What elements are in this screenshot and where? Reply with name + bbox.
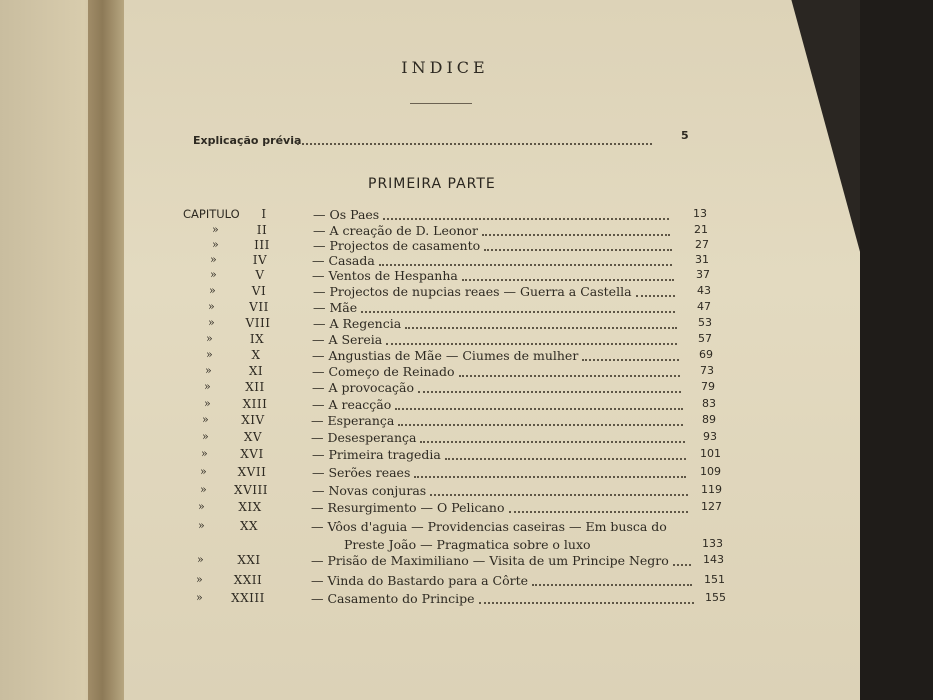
chapter-title: — A provocação — [312, 380, 414, 395]
chapter-number: X — [251, 348, 261, 362]
toc-entry — [182, 300, 782, 316]
page-number: 21 — [694, 223, 708, 236]
part-heading: PRIMEIRA PARTE — [368, 176, 496, 192]
leader-dots — [673, 553, 691, 566]
toc-entry — [183, 238, 783, 254]
chapter-title: — Primeira tragedia — [312, 447, 441, 462]
chapter-title-continuation: Preste João — Pragmatica sobre o luxo — [344, 537, 591, 552]
chapter-number: XIX — [238, 500, 262, 514]
ditto-mark: » — [202, 413, 209, 426]
chapter-title: — Mãe — [313, 300, 358, 315]
toc-entry — [180, 483, 780, 499]
page-number: 69 — [699, 348, 713, 361]
toc-entry — [179, 500, 779, 516]
ditto-mark: » — [198, 500, 205, 513]
leader-dots — [462, 268, 674, 281]
leader-dots — [484, 238, 672, 251]
chapter-number: XX — [239, 519, 259, 533]
ditto-mark: » — [201, 447, 208, 460]
ditto-mark: » — [196, 591, 203, 604]
ditto-mark: » — [196, 573, 203, 586]
leader-dots — [459, 364, 680, 377]
ditto-mark: » — [210, 268, 217, 281]
chapter-title: — Projectos de nupcias reaes — Guerra a Castella — [313, 284, 632, 299]
chapter-number: II — [256, 223, 268, 237]
chapter-title: — Resurgimento — O Pelicano — [311, 500, 505, 515]
toc-entry — [179, 573, 779, 589]
preface-label: Explicação prévia — [193, 134, 302, 147]
toc-entry — [183, 223, 783, 239]
page-number: 133 — [702, 537, 723, 550]
chapter-title: — Serões reaes — [312, 465, 411, 480]
chapter-title: — A Regencia — [313, 316, 402, 331]
toc-entry — [181, 364, 781, 380]
leader-dots — [405, 316, 677, 329]
page-number: 89 — [702, 413, 716, 426]
leader-dots — [420, 430, 685, 443]
chapter-number: III — [254, 238, 270, 252]
chapter-number: XV — [243, 430, 263, 444]
page-number: 31 — [695, 253, 709, 266]
ditto-mark: » — [212, 238, 219, 251]
preface-leader-dots — [297, 131, 652, 145]
ditto-mark: » — [200, 483, 207, 496]
toc-entry — [181, 332, 781, 348]
toc-entry — [182, 284, 782, 300]
ditto-mark: » — [205, 364, 212, 377]
leader-dots — [418, 380, 681, 393]
page-number: 57 — [698, 332, 712, 345]
chapter-title: — Ventos de Hespanha — [312, 268, 458, 283]
chapter-title: — A Sereia — [312, 332, 383, 347]
chapter-number: I — [261, 207, 267, 221]
chapter-title: — A reacção — [312, 397, 392, 412]
chapter-title: — Prisão de Maximiliano — Visita de um Principe Negro — [311, 553, 669, 568]
chapter-title: — A creação de D. Leonor — [313, 223, 478, 238]
chapter-number: XXI — [237, 553, 261, 567]
leader-dots — [479, 591, 694, 604]
leader-dots — [398, 413, 683, 426]
page-number: 143 — [703, 553, 724, 566]
page-number: 73 — [700, 364, 714, 377]
page-number: 119 — [701, 483, 722, 496]
toc-entry — [182, 268, 782, 284]
ditto-mark: » — [206, 332, 213, 345]
chapter-number: V — [255, 268, 265, 282]
chapter-title: — Casada — [312, 253, 375, 268]
chapter-number: XXII — [233, 573, 263, 587]
chapter-label: CAPITULO — [183, 207, 240, 221]
page-number: 27 — [695, 238, 709, 251]
page-number: 101 — [700, 447, 721, 460]
chapter-title: — Desesperança — [311, 430, 417, 445]
ditto-mark: » — [208, 316, 215, 329]
chapter-number: XIV — [241, 413, 265, 427]
toc-entry — [182, 316, 782, 332]
toc-entry — [180, 447, 780, 463]
toc-entry — [180, 413, 780, 429]
background-shadow — [860, 0, 933, 700]
chapter-number: XXIII — [231, 591, 265, 605]
page-number: 93 — [703, 430, 717, 443]
page-number: 109 — [700, 465, 721, 478]
chapter-number: XIII — [242, 397, 268, 411]
leader-dots — [445, 447, 686, 460]
ditto-mark: » — [197, 553, 204, 566]
chapter-number: VII — [249, 300, 269, 314]
toc-entry — [181, 380, 781, 396]
leader-dots — [395, 397, 683, 410]
chapter-number: XII — [245, 380, 265, 394]
leader-dots — [509, 500, 688, 513]
chapter-number: VIII — [245, 316, 271, 330]
ditto-mark: » — [204, 397, 211, 410]
chapter-number: XVI — [240, 447, 264, 461]
chapter-number: XVIII — [234, 483, 268, 497]
leader-dots — [386, 332, 677, 345]
toc-entry — [181, 348, 781, 364]
toc-entry — [180, 465, 780, 481]
chapter-number: IV — [252, 253, 268, 267]
page-number: 155 — [705, 591, 726, 604]
ditto-mark: » — [208, 300, 215, 313]
page-number: 151 — [704, 573, 725, 586]
leader-dots — [430, 483, 688, 496]
ditto-mark: » — [200, 465, 207, 478]
leader-dots — [383, 207, 669, 220]
page-number: 83 — [702, 397, 716, 410]
ditto-mark: » — [209, 284, 216, 297]
page-number: 37 — [696, 268, 710, 281]
page-number: 43 — [697, 284, 711, 297]
page-number: 13 — [693, 207, 707, 220]
chapter-number: XI — [248, 364, 264, 378]
page-number: 53 — [698, 316, 712, 329]
ditto-mark: » — [210, 253, 217, 266]
toc-entry — [180, 430, 780, 446]
ditto-mark: » — [202, 430, 209, 443]
chapter-number: XVII — [237, 465, 267, 479]
page-number: 79 — [701, 380, 715, 393]
heading-rule — [410, 103, 472, 104]
chapter-number: VI — [251, 284, 267, 298]
leader-dots — [482, 223, 670, 236]
ditto-mark: » — [206, 348, 213, 361]
ditto-mark: » — [212, 223, 219, 236]
toc-entry — [182, 253, 782, 269]
chapter-title: — Vinda do Bastardo para a Côrte — [311, 573, 529, 588]
leader-dots — [532, 573, 692, 586]
leader-dots — [414, 465, 686, 478]
toc-entry — [181, 397, 781, 413]
chapter-title: — Projectos de casamento — [313, 238, 481, 253]
preface-page-number: 5 — [681, 129, 689, 142]
leader-dots — [582, 348, 679, 361]
chapter-title: — Esperança — [311, 413, 395, 428]
chapter-title: — Os Paes — [313, 207, 380, 222]
leader-dots — [379, 253, 672, 266]
index-heading: INDICE — [401, 58, 489, 77]
ditto-mark: » — [198, 519, 205, 532]
chapter-title: — Vôos d'aguia — Providencias caseiras — Em busca do — [311, 519, 667, 534]
leader-dots — [361, 300, 675, 313]
leader-dots — [636, 284, 675, 297]
chapter-title: — Angustias de Mãe — Ciumes de mulher — [312, 348, 579, 363]
chapter-title: — Começo de Reinado — [312, 364, 455, 379]
chapter-title: — Novas conjuras — [312, 483, 427, 498]
page-number: 127 — [701, 500, 722, 513]
chapter-title: — Casamento do Principe — [311, 591, 475, 606]
page-number: 47 — [697, 300, 711, 313]
book-gutter — [88, 0, 124, 700]
toc-entry — [179, 553, 779, 569]
ditto-mark: » — [204, 380, 211, 393]
toc-entry — [183, 207, 783, 223]
chapter-number: IX — [249, 332, 265, 346]
toc-entry — [179, 591, 779, 607]
